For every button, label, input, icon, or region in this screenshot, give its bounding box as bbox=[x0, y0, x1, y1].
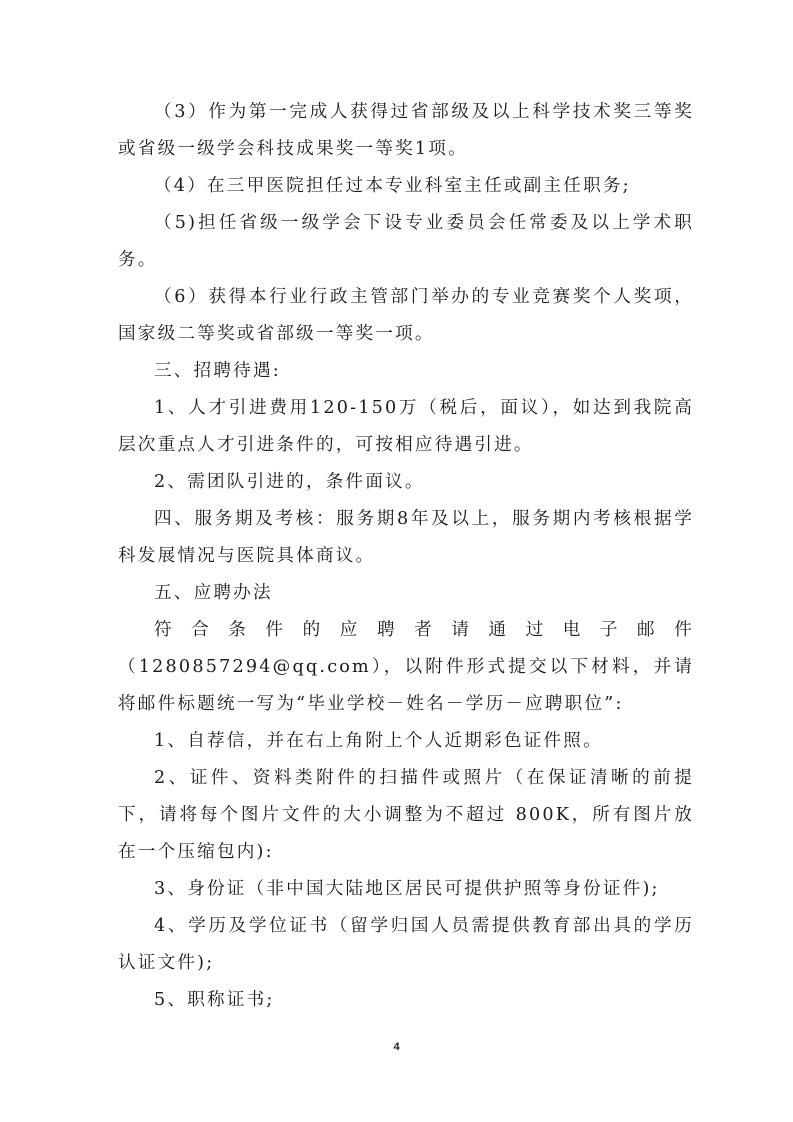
page-number: 4 bbox=[393, 1041, 400, 1053]
list-item-degree-certificates: 4、学历及学位证书（留学归国人员需提供教育部出具的学历认证文件); bbox=[118, 916, 694, 973]
list-item-cover-letter: 1、自荐信，并在右上角附上个人近期彩色证件照。 bbox=[154, 731, 603, 751]
paragraph-director-criteria-4: （4）在三甲医院担任过本专业科室主任或副主任职务; bbox=[154, 176, 631, 196]
paragraph-service-period: 四、服务期及考核：服务期8年及以上，服务期内考核根据学科发展情况与医院具体商议。 bbox=[118, 509, 694, 566]
paragraph-competition-criteria-6: （6）获得本行业行政主管部门举办的专业竞赛奖个人奖项，国家级二等奖或省部级一等奖一项。 bbox=[118, 287, 694, 344]
paragraph-award-criteria-3: （3）作为第一完成人获得过省部级及以上科学技术奖三等奖或省级一级学会科技成果奖一等奖1项。 bbox=[118, 102, 694, 159]
paragraph-committee-criteria-5: （5)担任省级一级学会下设专业委员会任常委及以上学术职务。 bbox=[118, 213, 694, 270]
list-item-id-card: 3、身份证（非中国大陆地区居民可提供护照等身份证件); bbox=[154, 879, 660, 899]
paragraph-application-email: 符合条件的应聘者请通过电子邮件（1280857294@qq.com），以附件形式提交以下材料，并请将邮件标题统一写为“毕业学校－姓名－学历－应聘职位”: bbox=[118, 620, 694, 714]
heading-application-method: 五、应聘办法 bbox=[154, 583, 273, 603]
heading-recruitment-benefits: 三、招聘待遇: bbox=[154, 361, 281, 381]
document-body bbox=[118, 94, 694, 1019]
list-item-scanned-documents: 2、证件、资料类附件的扫描件或照片（在保证清晰的前提下，请将每个图片文件的大小调整为不超过 800K，所有图片放在一个压缩包内): bbox=[118, 768, 694, 862]
paragraph-team-recruitment: 2、需团队引进的，条件面议。 bbox=[154, 472, 425, 492]
list-item-title-certificate: 5、职称证书; bbox=[154, 990, 275, 1010]
paragraph-talent-fee: 1、人才引进费用120-150万（税后，面议），如达到我院高层次重点人才引进条件的，可按相应待遇引进。 bbox=[118, 398, 694, 455]
